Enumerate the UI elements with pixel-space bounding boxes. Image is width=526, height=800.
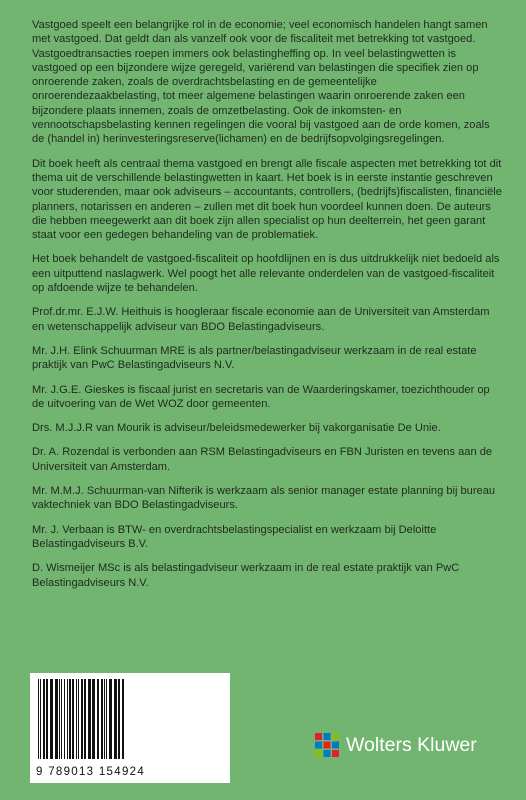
barcode-bar xyxy=(97,679,99,759)
barcode-bar xyxy=(38,679,39,759)
barcode-bar xyxy=(101,679,103,759)
barcode-bar xyxy=(69,679,71,759)
barcode-bars xyxy=(36,679,224,761)
author-bio-rozendal: Dr. A. Rozendal is verbonden aan RSM Belastingadviseurs en FBN Juristen en tevens aan de Universiteit van Amsterdam. xyxy=(32,446,493,473)
barcode-bar xyxy=(61,679,62,759)
barcode-bar xyxy=(106,679,107,759)
barcode-bar xyxy=(84,679,86,759)
author-bio-van-mourik: Drs. M.J.J.R van Mourik is adviseur/beleidsmedewerker bij vakorganisatie De Unie. xyxy=(32,422,441,435)
author-bio-gieskes: Mr. J.G.E. Gieskes is fiscaal jurist en secretaris van de Waarderingskamer, toezichthouder op de uitvoering van de Wet WOZ door gemeenten. xyxy=(32,383,490,410)
isbn-number: 9 789013 154924 xyxy=(36,766,146,778)
barcode-bar xyxy=(46,679,48,759)
barcode-bar xyxy=(72,679,74,759)
barcode-bar xyxy=(78,679,79,759)
barcode-bar xyxy=(43,679,45,759)
back-cover-text xyxy=(32,18,502,600)
wolters-kluwer-logo-icon xyxy=(314,732,340,758)
barcode-bar xyxy=(118,679,120,759)
paragraph-scope: Het boek behandelt de vastgoed-fiscaliteit op hoofdlijnen en is dus uitdrukkelijk niet bedoeld als een uitputtend naslagwerk. Wel poogt het alle relevante onderdelen van de vastgoed-fiscaliteit op afdoende wijze te behandelen. xyxy=(32,253,500,295)
paragraph-theme: Dit boek heeft als centraal thema vastgoed en brengt alle fiscale aspecten met betrekking tot dit thema uit de verschillende belastingwetten in kaart. Het boek is in eerste instantie geschreven voor studerenden, maar ook adviseurs – accountants, controllers, (bedrijfs)fiscalisten, financiële planners, notarissen en anderen – zullen met dit boek hun voordeel kunnen doen. De auteurs die hebben meegewerkt aan dit boek zijn allen specialist op hun deelterrein, het geen garant staat voor een gedegen behandeling van de problematiek. xyxy=(32,157,502,242)
barcode-bar xyxy=(50,679,53,759)
barcode-bar xyxy=(64,679,65,759)
barcode-bar xyxy=(81,679,83,759)
author-bio-elink-schuurman: Mr. J.H. Elink Schuurman MRE is als partner/belastingadviseur werkzaam in de real estate praktijk van PwC Belastingadviseurs N.V. xyxy=(32,344,477,372)
author-bio-wismeijer: D. Wismeijer MSc is als belastingadviseur werkzaam in de real estate praktijk van PwC Belastingadviseurs N.V. xyxy=(32,562,460,589)
author-bio-heithuis: Prof.dr.mr. E.J.W. Heithuis is hoogleraar fiscale economie aan de Universiteit van Amsterdam en wetenschappelijk adviseur van BDO Belastingadviseurs. xyxy=(32,306,490,333)
barcode-bar xyxy=(40,679,41,759)
author-bio-verbaan: Mr. J. Verbaan is BTW- en overdrachtsbelastingspecialist en werkzaam bij Deloitte Belastingadviseurs B.V. xyxy=(32,523,437,550)
author-bio-schuurman-van-nifterik: Mr. M.M.J. Schuurman-van Nifterik is werkzaam als senior manager estate planning bij bureau vaktechniek van BDO Belastingadviseurs. xyxy=(32,485,496,512)
barcode-bar xyxy=(55,679,58,759)
barcode-bar xyxy=(104,679,105,759)
publisher-logo xyxy=(314,730,477,760)
barcode-bar xyxy=(92,679,95,759)
barcode-bar xyxy=(67,679,68,759)
isbn-barcode xyxy=(30,673,230,783)
barcode-bar xyxy=(88,679,91,759)
barcode-bar xyxy=(109,679,112,759)
paragraph-intro: Vastgoed speelt een belangrijke rol in de economie; veel economisch handelen hangt samen met vastgoed. Dat geldt dan als vanzelf ook voor de fiscaliteit met betrekking tot vastgoed. Vastgoedtransacties roepen immers ook belastingheffing op. In veel belastingwetten is vastgoed op een bijzondere wijze geregeld, variërend van belastingen die specifiek zien op onroerende zaken, zoals de overdrachtsbelasting en de gemeentelijke onroerendezaakbelasting, tot meer algemene belastingen waarin onroerende zaken een bijzondere plaats innemen, zoals de omzetbelasting. Ook de inkomsten- en vennootschapsbelasting kennen regelingen die vooral bij vastgoed aan de orde komen, zoals de (handel in) herinvesteringsreserve(lichamen) en de bedrijfsopvolgingsregelingen. xyxy=(32,19,490,146)
barcode-bar xyxy=(59,679,60,759)
barcode-bar xyxy=(76,679,77,759)
barcode-bar xyxy=(122,679,124,759)
barcode-bar xyxy=(114,679,117,759)
publisher-name: Wolters Kluwer xyxy=(346,733,477,756)
